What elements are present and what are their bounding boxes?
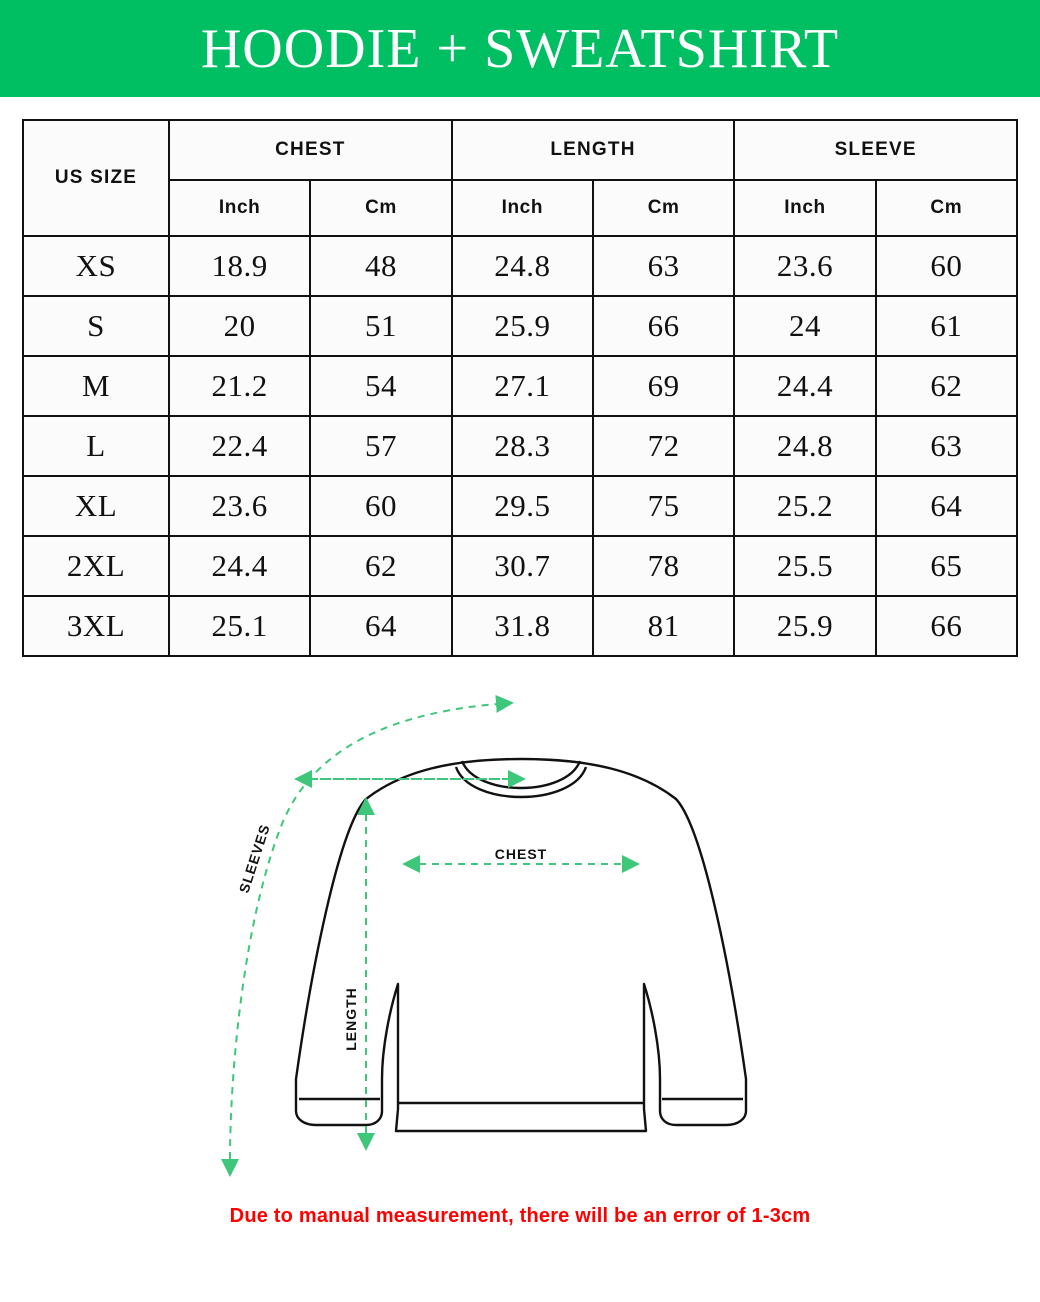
header-us-size: US SIZE	[23, 120, 169, 236]
table-row	[23, 236, 1017, 296]
cell-chest-inch: 25.1	[169, 596, 310, 656]
cell-chest-cm: 57	[310, 416, 451, 476]
header-chest-inch: Inch	[169, 180, 310, 236]
table-row	[23, 536, 1017, 596]
table-row	[23, 356, 1017, 416]
sweatshirt-illustration	[170, 679, 870, 1189]
header-sleeve-inch: Inch	[734, 180, 875, 236]
cell-chest-cm: 64	[310, 596, 451, 656]
cell-sleeve-cm: 66	[876, 596, 1017, 656]
cell-length-inch: 24.8	[452, 236, 593, 296]
cell-length-cm: 69	[593, 356, 734, 416]
table-unit-header-row	[23, 180, 1017, 236]
cell-sleeve-inch: 25.9	[734, 596, 875, 656]
cell-length-cm: 72	[593, 416, 734, 476]
garment-outline	[296, 759, 746, 1131]
table-row	[23, 476, 1017, 536]
measurement-disclaimer: Due to manual measurement, there will be an error of 1-3cm	[229, 1205, 811, 1227]
cell-length-cm: 63	[593, 236, 734, 296]
cell-chest-cm: 48	[310, 236, 451, 296]
header-length-inch: Inch	[452, 180, 593, 236]
cell-size: XS	[23, 236, 169, 296]
cell-sleeve-cm: 62	[876, 356, 1017, 416]
cell-sleeve-inch: 25.5	[734, 536, 875, 596]
chest-label: CHEST	[494, 846, 548, 862]
size-chart-table	[22, 119, 1018, 657]
cell-chest-inch: 23.6	[169, 476, 310, 536]
cell-size: XL	[23, 476, 169, 536]
header-sleeve: SLEEVE	[734, 120, 1017, 180]
cell-sleeve-cm: 65	[876, 536, 1017, 596]
cell-sleeve-inch: 25.2	[734, 476, 875, 536]
header-length-cm: Cm	[593, 180, 734, 236]
cell-chest-inch: 22.4	[169, 416, 310, 476]
cell-sleeve-cm: 64	[876, 476, 1017, 536]
cell-size: L	[23, 416, 169, 476]
cell-chest-inch: 21.2	[169, 356, 310, 416]
cell-length-inch: 27.1	[452, 356, 593, 416]
cell-length-inch: 28.3	[452, 416, 593, 476]
cell-length-cm: 81	[593, 596, 734, 656]
table-row	[23, 596, 1017, 656]
header-chest-cm: Cm	[310, 180, 451, 236]
cell-length-inch: 30.7	[452, 536, 593, 596]
cell-sleeve-cm: 61	[876, 296, 1017, 356]
cell-size: 3XL	[23, 596, 169, 656]
sleeves-label: SLEEVES	[235, 821, 273, 895]
cell-sleeve-cm: 60	[876, 236, 1017, 296]
cell-sleeve-cm: 63	[876, 416, 1017, 476]
header-length: LENGTH	[452, 120, 735, 180]
header-banner	[0, 0, 1040, 97]
cell-length-cm: 66	[593, 296, 734, 356]
cell-chest-inch: 20	[169, 296, 310, 356]
cell-chest-inch: 24.4	[169, 536, 310, 596]
cell-sleeve-inch: 24.8	[734, 416, 875, 476]
cell-sleeve-inch: 24	[734, 296, 875, 356]
header-chest: CHEST	[169, 120, 452, 180]
page-title: HOODIE + SWEATSHIRT	[200, 17, 840, 80]
header-sleeve-cm: Cm	[876, 180, 1017, 236]
cell-chest-cm: 51	[310, 296, 451, 356]
table-row	[23, 416, 1017, 476]
cell-chest-inch: 18.9	[169, 236, 310, 296]
length-label: LENGTH	[343, 987, 359, 1051]
measurement-diagram	[0, 679, 1040, 1199]
cell-size: 2XL	[23, 536, 169, 596]
cell-chest-cm: 54	[310, 356, 451, 416]
cell-size: S	[23, 296, 169, 356]
cell-length-inch: 29.5	[452, 476, 593, 536]
cell-size: M	[23, 356, 169, 416]
table-group-header-row	[23, 120, 1017, 180]
cell-chest-cm: 62	[310, 536, 451, 596]
table-row	[23, 296, 1017, 356]
cell-sleeve-inch: 23.6	[734, 236, 875, 296]
size-table-wrapper	[0, 97, 1040, 657]
cell-length-cm: 78	[593, 536, 734, 596]
cell-length-cm: 75	[593, 476, 734, 536]
cell-length-inch: 31.8	[452, 596, 593, 656]
cell-sleeve-inch: 24.4	[734, 356, 875, 416]
cell-chest-cm: 60	[310, 476, 451, 536]
cell-length-inch: 25.9	[452, 296, 593, 356]
